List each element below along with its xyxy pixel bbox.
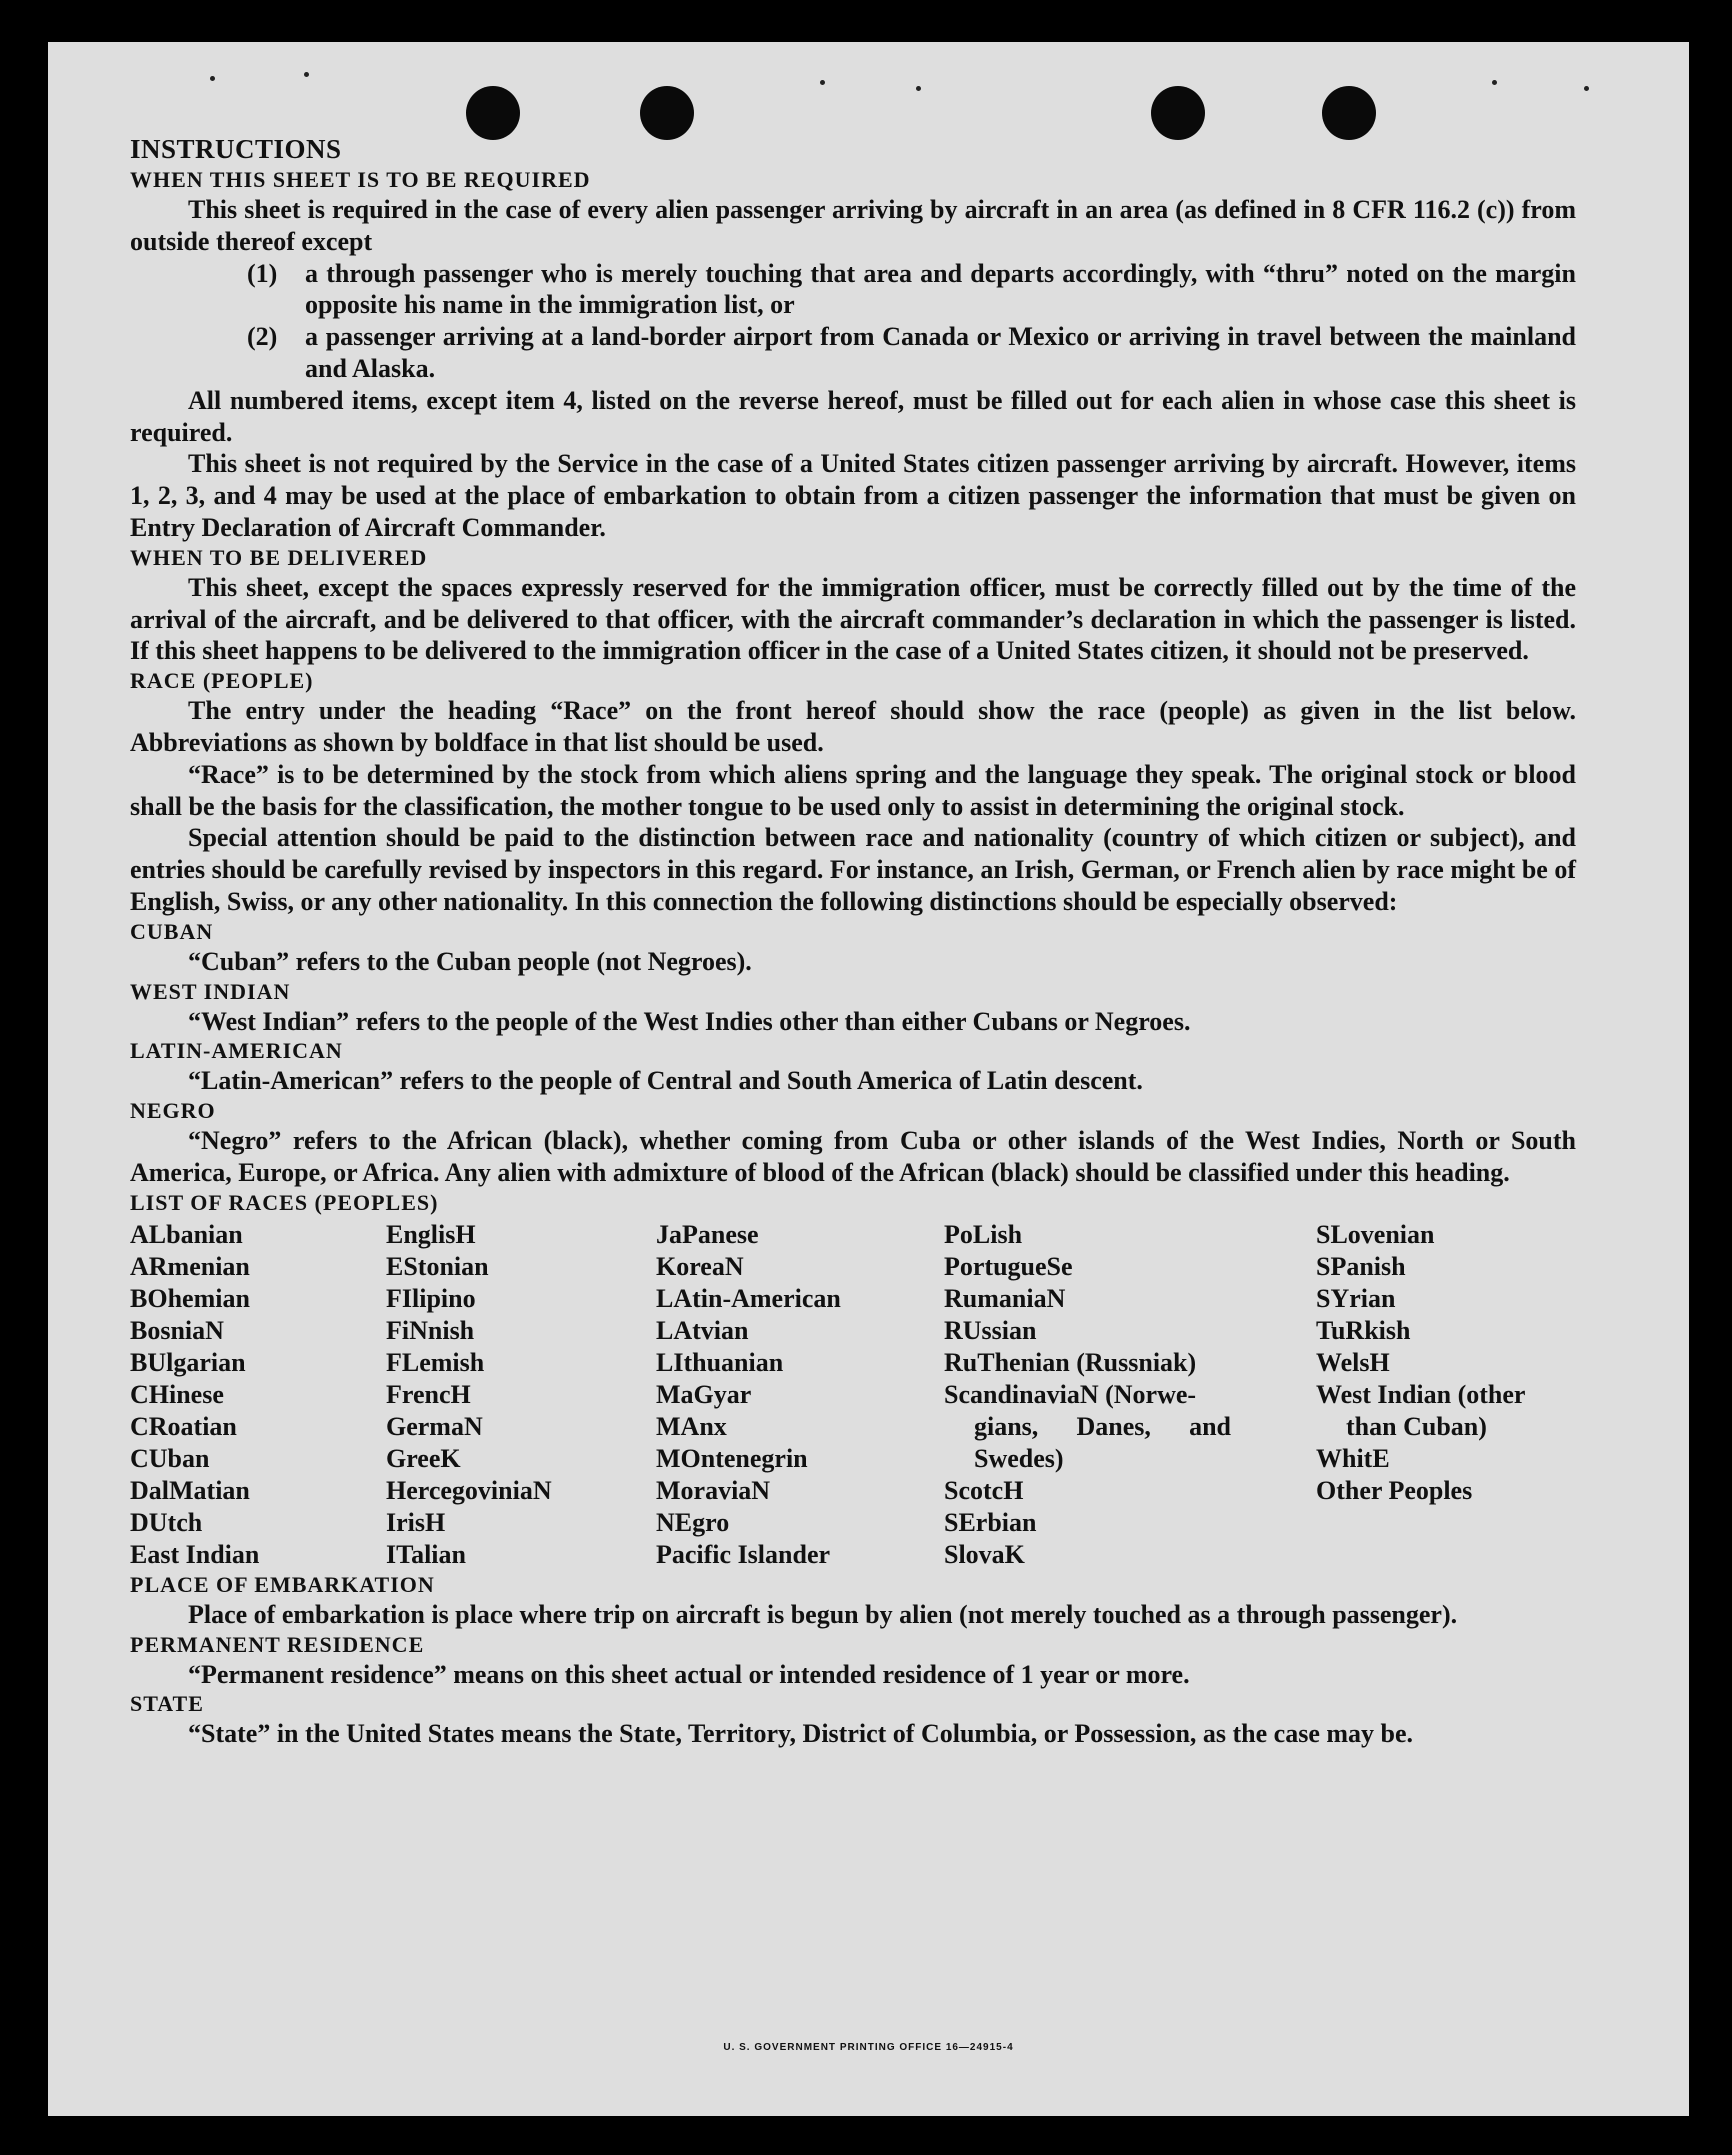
race-column	[656, 1219, 944, 1571]
race-entry: FIlipino	[386, 1283, 476, 1313]
list-item	[247, 258, 1576, 322]
race-entry: PoLish	[944, 1219, 1023, 1249]
paragraph: “Permanent residence” means on this sheet actual or intended residence of 1 year or more.	[188, 1659, 1190, 1689]
race-entry: HercegoviniaN	[386, 1475, 552, 1505]
paragraph: “West Indian” refers to the people of the West Indies other than either Cubans or Negroes.	[188, 1006, 1191, 1036]
paragraph: “State” in the United States means the State, Territory, District of Columbia, or Possession, as the case may be.	[188, 1719, 1414, 1749]
race-entry: CUban	[130, 1443, 210, 1473]
race-entry: EnglisH	[386, 1219, 476, 1249]
section-heading: RACE (PEOPLE)	[130, 668, 314, 694]
dust-speck	[304, 72, 309, 77]
race-entry: IrisH	[386, 1507, 446, 1537]
paragraph: This sheet, except the spaces expressly reserved for the immigration officer, must be correctly filled out by the time of the arrival of the aircraft, and be delivered to that officer, with the aircraft commander’s declaration in which the passenger is listed. If this sheet happens to be delivered to the immigration officer in the case of a United States citizen, it should not be preserved.	[130, 572, 1576, 666]
race-entry: than Cuban)	[1346, 1411, 1487, 1441]
dust-speck	[820, 80, 825, 85]
race-entry: SLovenian	[1316, 1219, 1435, 1249]
race-entry: FLemish	[386, 1347, 485, 1377]
section-heading: PLACE OF EMBARKATION	[130, 1571, 435, 1597]
race-entry: FiNnish	[386, 1315, 475, 1345]
race-entry: RUssian	[944, 1315, 1037, 1345]
race-entry: WelsH	[1316, 1347, 1390, 1377]
race-entry: BosniaN	[130, 1315, 224, 1345]
race-column	[130, 1219, 386, 1571]
printer-imprint: U. S. GOVERNMENT PRINTING OFFICE 16—24915-4	[723, 2042, 1014, 2053]
race-entry: BUlgarian	[130, 1347, 246, 1377]
race-entry: GermaN	[386, 1411, 483, 1441]
paragraph: Place of embarkation is place where trip on aircraft is begun by alien (not merely touched as a through passenger).	[188, 1599, 1458, 1629]
race-column	[386, 1219, 656, 1571]
document-page	[48, 42, 1689, 2116]
race-entry: DalMatian	[130, 1475, 250, 1505]
race-entry: West Indian (other	[1316, 1379, 1526, 1409]
paragraph: “Race” is to be determined by the stock from which aliens spring and the language they speak. The original stock or blood shall be the basis for the classification, the mother tongue to be used only to assist in determining the original stock.	[130, 759, 1576, 821]
instructions-body	[130, 132, 1576, 1750]
paragraph: “Latin-American” refers to the people of Central and South America of Latin descent.	[188, 1066, 1143, 1096]
race-entry: East Indian	[130, 1539, 260, 1569]
race-entry: JaPanese	[656, 1219, 759, 1249]
race-entry: DUtch	[130, 1507, 203, 1537]
race-entry: Other Peoples	[1316, 1475, 1473, 1505]
race-entry: MoraviaN	[656, 1475, 771, 1505]
race-entry: FrencH	[386, 1379, 471, 1409]
item-number: (2)	[247, 322, 278, 352]
race-column	[944, 1219, 1316, 1571]
section-heading: WHEN TO BE DELIVERED	[130, 544, 428, 570]
paragraph: The entry under the heading “Race” on the front hereof should show the race (people) as given in the list below. Abbreviations as shown by boldface in that list should be used.	[130, 696, 1576, 757]
race-entry: ITalian	[386, 1539, 466, 1569]
race-entry: CHinese	[130, 1379, 224, 1409]
item-text: a passenger arriving at a land-border airport from Canada or Mexico or arriving in travel between the mainland and Alaska.	[305, 322, 1576, 383]
section-heading: PERMANENT RESIDENCE	[130, 1631, 425, 1657]
paragraph: “Negro” refers to the African (black), whether coming from Cuba or other islands of the West Indies, North or South America, Europe, or Africa. Any alien with admixture of blood of the African (black) should be classified under this heading.	[130, 1126, 1576, 1187]
paragraph: This sheet is required in the case of every alien passenger arriving by aircraft in an area (as defined in 8 CFR 116.2 (c)) from outside thereof except	[130, 195, 1576, 256]
race-entry: WhitE	[1316, 1443, 1390, 1473]
race-entry: ScotcH	[944, 1475, 1024, 1505]
dust-speck	[210, 76, 215, 81]
race-list	[130, 1219, 1576, 1571]
race-entry: PortugueSe	[944, 1251, 1073, 1281]
dust-speck	[1492, 80, 1497, 85]
race-entry: KoreaN	[656, 1251, 744, 1281]
section-heading: STATE	[130, 1691, 204, 1717]
item-text: a through passenger who is merely touching that area and departs accordingly, with “thru” noted on the margin opposite his name in the immigration list, or	[305, 258, 1576, 320]
race-entry: EStonian	[386, 1251, 489, 1281]
section-heading: WEST INDIAN	[130, 978, 291, 1004]
race-entry: SlovaK	[944, 1539, 1025, 1569]
race-entry: SPanish	[1316, 1251, 1406, 1281]
paragraph: All numbered items, except item 4, listed on the reverse hereof, must be filled out for each alien in whose case this sheet is required.	[130, 385, 1576, 447]
race-entry: NEgro	[656, 1507, 730, 1537]
paragraph: This sheet is not required by the Service in the case of a United States citizen passenger arriving by aircraft. However, items 1, 2, 3, and 4 may be used at the place of embarkation to obtain from a citizen passenger the information that must be given on Entry Declaration of Aircraft Commander.	[130, 449, 1576, 542]
section-heading: CUBAN	[130, 918, 214, 944]
race-entry: RumaniaN	[944, 1283, 1066, 1313]
race-entry: TuRkish	[1316, 1315, 1411, 1345]
race-entry: LIthuanian	[656, 1347, 784, 1377]
race-entry: GreeK	[386, 1443, 461, 1473]
race-entry: LAtvian	[656, 1315, 749, 1345]
section-heading: WHEN THIS SHEET IS TO BE REQUIRED	[130, 167, 591, 192]
race-entry: SYrian	[1316, 1283, 1396, 1313]
race-entry: gians, Danes, and Swedes)	[974, 1411, 1231, 1473]
race-entry: SErbian	[944, 1507, 1037, 1537]
race-entry: ScandinaviaN (Norwe-	[944, 1379, 1197, 1409]
page-title: INSTRUCTIONS	[130, 134, 342, 164]
race-entry: MaGyar	[656, 1379, 752, 1409]
section-heading: NEGRO	[130, 1098, 216, 1124]
race-entry: ARmenian	[130, 1251, 250, 1281]
race-entry: Pacific Islander	[656, 1539, 831, 1569]
race-entry: MAnx	[656, 1411, 727, 1441]
race-entry: BOhemian	[130, 1283, 250, 1313]
race-entry: CRoatian	[130, 1411, 237, 1441]
item-number: (1)	[247, 258, 278, 288]
race-entry: RuThenian (Russniak)	[944, 1347, 1197, 1377]
paragraph: Special attention should be paid to the distinction between race and nationality (country of which citizen or subject), and entries should be carefully revised by inspectors in this regard. For instance, an Irish, German, or French alien by race might be of English, Swiss, or any other nationality. In this connection the following distinctions should be especially observed:	[130, 823, 1576, 916]
race-entry: ALbanian	[130, 1219, 243, 1249]
dust-speck	[916, 86, 921, 91]
dust-speck	[1584, 86, 1589, 91]
race-column	[1316, 1219, 1576, 1571]
paragraph: “Cuban” refers to the Cuban people (not Negroes).	[188, 946, 752, 976]
list-item	[247, 321, 1576, 385]
race-entry: MOntenegrin	[656, 1443, 808, 1473]
section-heading: LATIN-AMERICAN	[130, 1038, 343, 1064]
race-entry: LAtin-American	[656, 1283, 841, 1313]
section-heading: LIST OF RACES (PEOPLES)	[130, 1189, 439, 1215]
